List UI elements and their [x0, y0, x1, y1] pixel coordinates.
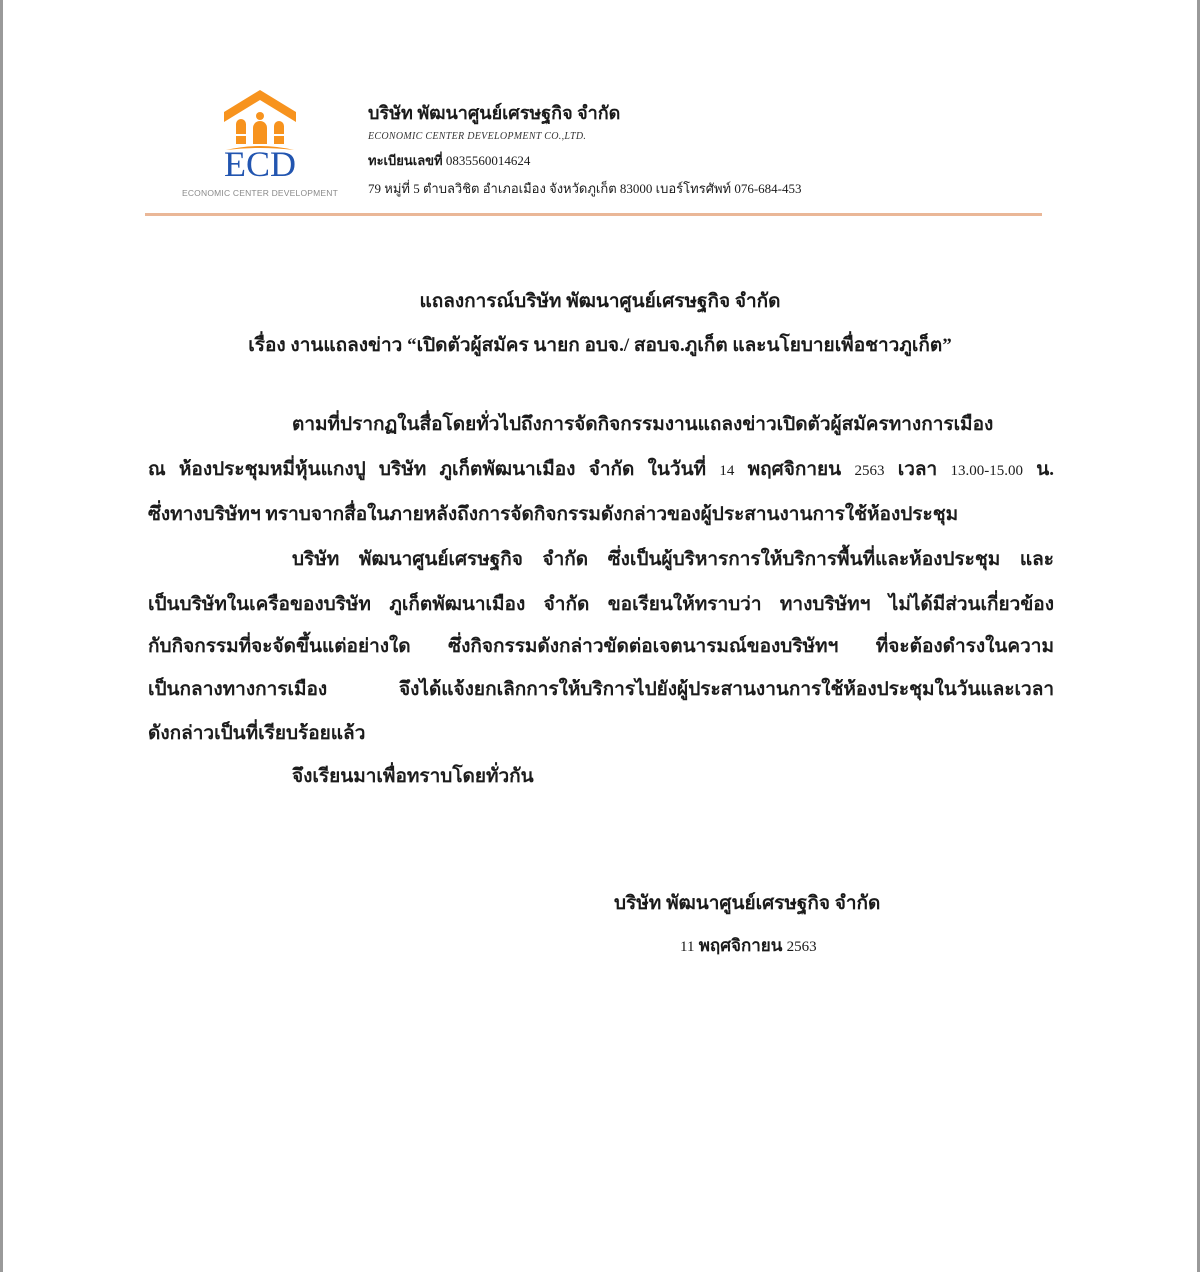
building-roof-icon: [222, 88, 298, 152]
announcement-title: แถลงการณ์บริษัท พัฒนาศูนย์เศรษฐกิจ จำกัด: [419, 291, 781, 312]
company-logo: [160, 88, 360, 208]
signature-date: [680, 932, 817, 959]
paragraph-1-line-2: [148, 457, 1054, 484]
company-name-thai: บริษัท พัฒนาศูนย์เศรษฐกิจ จำกัด: [368, 103, 621, 123]
signature-company: บริษัท พัฒนาศูนย์เศรษฐกิจ จำกัด: [614, 893, 881, 914]
event-time: 13.00-15.00: [950, 463, 1023, 479]
meeting-location-text: ณ ห้องประชุมหมี่หุ้นแกงปู บริษัท ภูเก็ตพัฒนาเมือง จำกัด ในวันที่: [148, 459, 707, 480]
event-day: 14: [719, 463, 735, 479]
registration-value: 0835560014624: [445, 153, 531, 168]
registration-number: [368, 152, 802, 170]
letterhead-divider: [145, 213, 1042, 216]
event-month: พฤศจิกายน: [747, 459, 842, 480]
paragraph-2-line-5: ดังกล่าวเป็นที่เรียบร้อยแล้ว: [148, 723, 366, 744]
logo-abbreviation: ECD: [224, 144, 296, 184]
paragraph-2-line-2: เป็นบริษัทในเครือของบริษัท ภูเก็ตพัฒนาเมือง จำกัด ขอเรียนให้ทราบว่า ทางบริษัทฯ ไม่ได้มีส่วนเกี่ยวข้อง: [148, 594, 1054, 615]
company-name-english: ECONOMIC CENTER DEVELOPMENT CO.,LTD.: [368, 131, 587, 142]
company-address: 79 หมู่ที่ 5 ตำบลวิชิต อำเภอเมือง จังหวัดภูเก็ต 83000 เบอร์โทรศัพท์ 076-684-453: [368, 181, 802, 196]
closing-line: จึงเรียนมาเพื่อทราบโดยทั่วกัน: [292, 766, 534, 787]
logo-subtitle: ECONOMIC CENTER DEVELOPMENT: [181, 188, 339, 198]
paragraph-2-line-4: เป็นกลางทางการเมือง จึงได้แจ้งยกเลิกการให้บริการไปยังผู้ประสานงานการใช้ห้องประชุมในวันและเวลา: [148, 679, 1054, 700]
paragraph-2-line-3: กับกิจกรรมที่จะจัดขึ้นแต่อย่างใด ซึ่งกิจกรรมดังกล่าวขัดต่อเจตนารมณ์ของบริษัทฯ ที่จะต้องดำรงในความ: [148, 636, 1054, 657]
paragraph-1-line-3: ซึ่งทางบริษัทฯ ทราบจากสื่อในภายหลังถึงการจัดกิจกรรมดังกล่าวของผู้ประสานงานการใช้ห้องประชุม: [148, 504, 959, 525]
signature-month: พฤศจิกายน: [698, 936, 783, 955]
page-border-left: [0, 0, 3, 1272]
company-info: [368, 100, 802, 198]
event-year: 2563: [854, 463, 885, 479]
announcement-subject: เรื่อง งานแถลงข่าว “เปิดตัวผู้สมัคร นายก อบจ./ สอบจ.ภูเก็ต และนโยบายเพื่อชาวภูเก็ต”: [248, 335, 952, 356]
signature-year: 2563: [786, 939, 817, 955]
paragraph-1-line-1: ตามที่ปรากฏในสื่อโดยทั่วไปถึงการจัดกิจกรรมงานแถลงข่าวเปิดตัวผู้สมัครทางการเมือง: [292, 414, 994, 435]
time-label: เวลา: [897, 459, 938, 480]
paragraph-2-line-1: บริษัท พัฒนาศูนย์เศรษฐกิจ จำกัด ซึ่งเป็นผู้บริหารการให้บริการพื้นที่และห้องประชุม และ: [292, 549, 1054, 570]
registration-label: ทะเบียนเลขที่: [368, 153, 443, 168]
time-unit: น.: [1036, 459, 1055, 480]
signature-day: 11: [680, 939, 695, 955]
